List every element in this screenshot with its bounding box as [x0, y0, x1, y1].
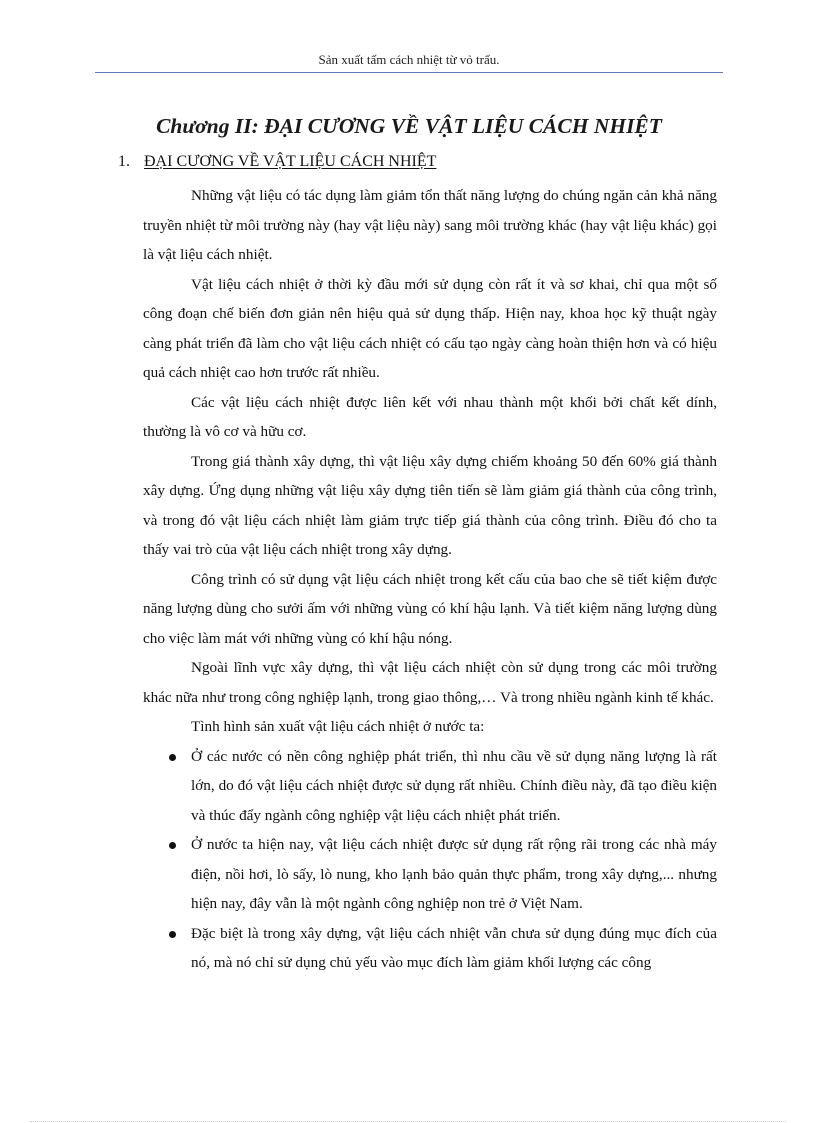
bullet-icon	[169, 931, 176, 938]
paragraph: Trong giá thành xây dựng, thì vật liệu xây dựng chiếm khoảng 50 đến 60% giá thành xây dựng. Ứng dụng những vật liệu xây dựng tiên tiến sẽ làm giảm giá thành của công trình, và trong đó vật liệu cách nhiệt làm giảm trực tiếp giá thành của công trình. Điều đó cho ta thấy vai trò của vật liệu cách nhiệt trong xây dựng.	[143, 452, 717, 558]
section-heading	[118, 153, 436, 171]
list-item	[143, 830, 717, 919]
list-item	[143, 742, 717, 831]
bullet-list	[143, 742, 717, 978]
running-header: Sản xuất tấm cách nhiệt từ vỏ trấu.	[318, 52, 500, 67]
list-item	[143, 919, 717, 978]
section-title: ĐẠI CƯƠNG VỀ VẬT LIỆU CÁCH NHIỆT	[144, 153, 437, 170]
chapter-title: Chương II: ĐẠI CƯƠNG VỀ VẬT LIỆU CÁCH NHIỆT	[156, 114, 662, 138]
list-item-text: Ở các nước có nền công nghiệp phát triển, thì nhu cầu về sử dụng năng lượng là rất lớn, do đó vật liệu cách nhiệt được sử dụng rất nhiều. Chính điều này, đã tạo điều kiện và thúc đẩy ngành công nghiệp vật liệu cách nhiệt phát triển.	[191, 747, 717, 824]
paragraph: Những vật liệu có tác dụng làm giảm tổn thất năng lượng do chúng ngăn cản khả năng truyền nhiệt từ môi trường này (hay vật liệu này) sang môi trường khác (hay vật liệu khác) gọi là vật liệu cách nhiệt.	[143, 187, 717, 263]
paragraph: Vật liệu cách nhiệt ở thời kỳ đầu mới sử dụng còn rất ít và sơ khai, chỉ qua một số công đoạn chế biến đơn giản nên hiệu quả sử dụng thấp. Hiện nay, khoa học kỹ thuật ngày càng phát triển đã làm cho vật liệu cách nhiệt có cấu tạo ngày càng hoàn thiện hơn và có hiệu quả cách nhiệt cao hơn trước rất nhiều.	[143, 275, 717, 381]
bullet-icon	[169, 842, 176, 849]
paragraph: Ngoài lĩnh vực xây dựng, thì vật liệu cách nhiệt còn sử dụng trong các môi trường khác nữa như trong công nghiệp lạnh, trong giao thông,… Và trong nhiều ngành kinh tế khác.	[143, 659, 717, 706]
paragraph: Các vật liệu cách nhiệt được liên kết với nhau thành một khối bởi chất kết dính, thường là vô cơ và hữu cơ.	[143, 393, 717, 440]
body-text	[143, 181, 717, 978]
header-divider	[95, 72, 723, 73]
list-item-text: Đặc biệt là trong xây dựng, vật liệu cách nhiệt vẫn chưa sử dụng đúng mục đích của nó, mà nó chỉ sử dụng chủ yếu vào mục đích làm giảm khối lượng các công	[191, 924, 717, 971]
page-bottom-border	[30, 1121, 786, 1122]
list-item-text: Ở nước ta hiện nay, vật liệu cách nhiệt được sử dụng rất rộng rãi trong các nhà máy điện, nồi hơi, lò sấy, lò nung, kho lạnh bảo quản thực phẩm, trong xây dựng,... nhưng hiện nay, đây vẫn là một ngành công nghiệp non trẻ ở Việt Nam.	[191, 836, 717, 912]
paragraph: Tình hình sản xuất vật liệu cách nhiệt ở nước ta:	[191, 718, 485, 735]
paragraph: Công trình có sử dụng vật liệu cách nhiệt trong kết cấu của bao che sẽ tiết kiệm được năng lượng dùng cho sưởi ấm với những vùng có khí hậu lạnh. Và tiết kiệm năng lượng dùng cho việc làm mát với những vùng có khí hậu nóng.	[143, 570, 717, 647]
bullet-icon	[169, 754, 176, 761]
section-number: 1.	[118, 153, 130, 170]
